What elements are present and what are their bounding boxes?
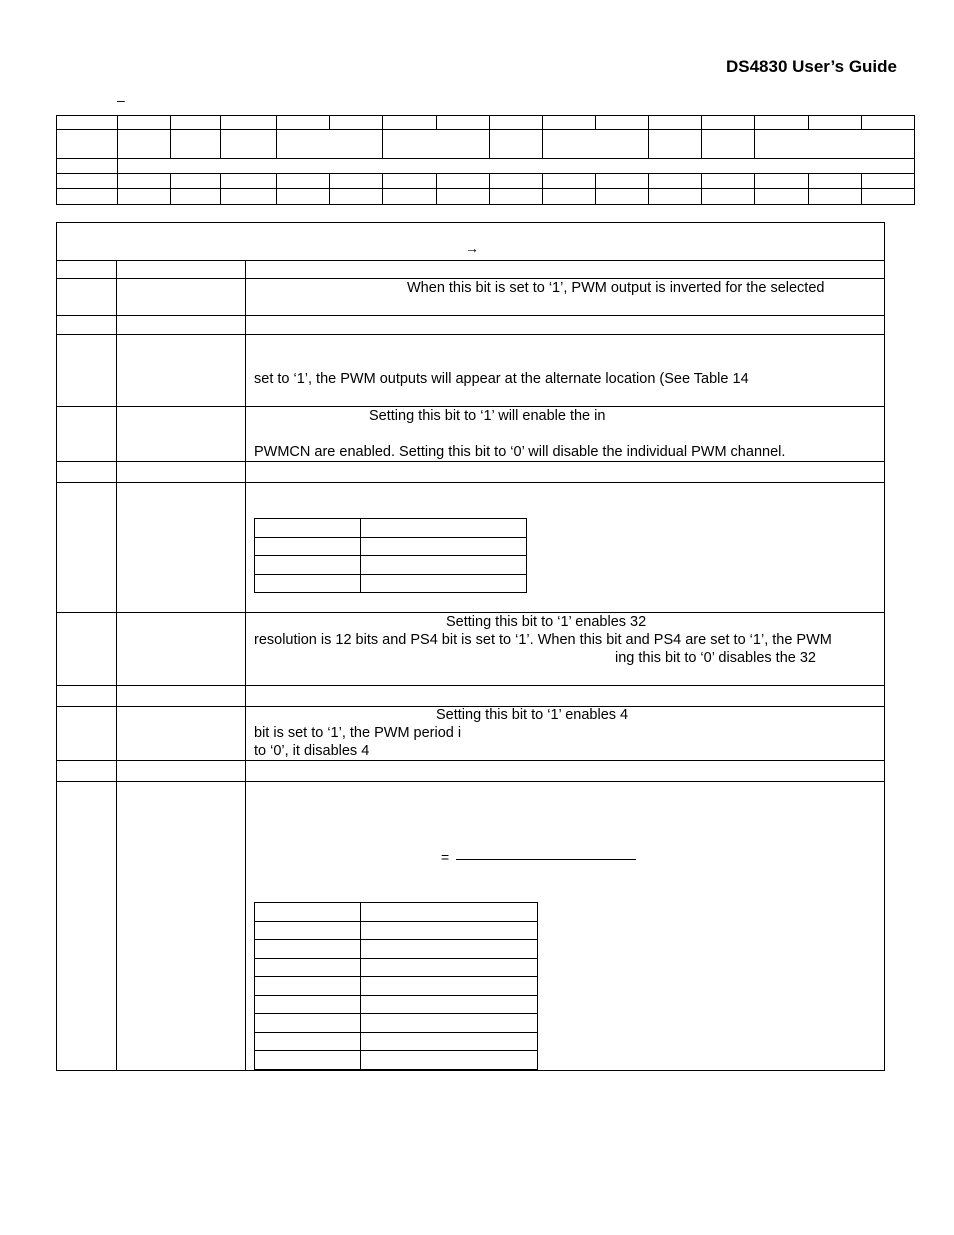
table-row	[57, 159, 915, 174]
table-row	[57, 189, 915, 205]
description-text: When this bit is set to ‘1’, PWM output is inverted for the selected	[407, 280, 825, 296]
fraction-bar	[456, 859, 636, 860]
table-row	[255, 537, 527, 556]
table-row	[255, 519, 527, 538]
table-row	[255, 574, 527, 593]
table-row	[255, 1032, 538, 1051]
column-divider	[245, 260, 246, 1070]
table-row	[255, 977, 538, 996]
table-row	[57, 116, 915, 130]
description-text: Setting this bit to ‘1’ enables 32	[446, 614, 647, 630]
bit-description-table	[56, 222, 885, 1071]
row-divider	[57, 760, 884, 761]
page-title: DS4830 User’s Guide	[725, 57, 897, 76]
table-row	[255, 921, 538, 940]
description-text: resolution is 12 bits and PS4 bit is set to ‘1’. When this bit and PS4 are set to ‘1’, the PWM	[254, 632, 832, 648]
column-divider	[116, 260, 117, 1070]
equals-sign: =	[441, 849, 450, 865]
register-caption-dash: –	[117, 92, 125, 108]
row-divider	[57, 315, 884, 316]
row-divider	[57, 461, 884, 462]
arrow-right-icon: →	[465, 240, 479, 256]
table-row	[255, 1014, 538, 1033]
description-text: Setting this bit to ‘1’ will enable the in	[369, 408, 606, 424]
register-bit-table	[56, 115, 915, 205]
table-row	[255, 1051, 538, 1070]
row-divider	[57, 781, 884, 782]
description-text: set to ‘1’, the PWM outputs will appear at the alternate location (See Table 14	[254, 371, 749, 387]
sub-table	[254, 902, 538, 1070]
row-divider	[57, 685, 884, 686]
sub-table	[254, 518, 527, 593]
table-row	[255, 940, 538, 959]
description-text: to ‘0’, it disables 4	[254, 743, 370, 759]
description-text: Setting this bit to ‘1’ enables 4	[436, 707, 629, 723]
table-row	[255, 995, 538, 1014]
table-row	[255, 903, 538, 922]
row-divider	[57, 482, 884, 483]
row-divider	[57, 260, 884, 261]
row-divider	[57, 334, 884, 335]
table-row	[57, 174, 915, 189]
table-row	[255, 556, 527, 575]
description-text: ing this bit to ‘0’ disables the 32	[615, 650, 816, 666]
description-text: PWMCN are enabled. Setting this bit to ‘0’ will disable the individual PWM channel.	[254, 444, 786, 460]
table-row	[57, 130, 915, 159]
description-text: bit is set to ‘1’, the PWM period i	[254, 725, 462, 741]
table-row	[255, 958, 538, 977]
